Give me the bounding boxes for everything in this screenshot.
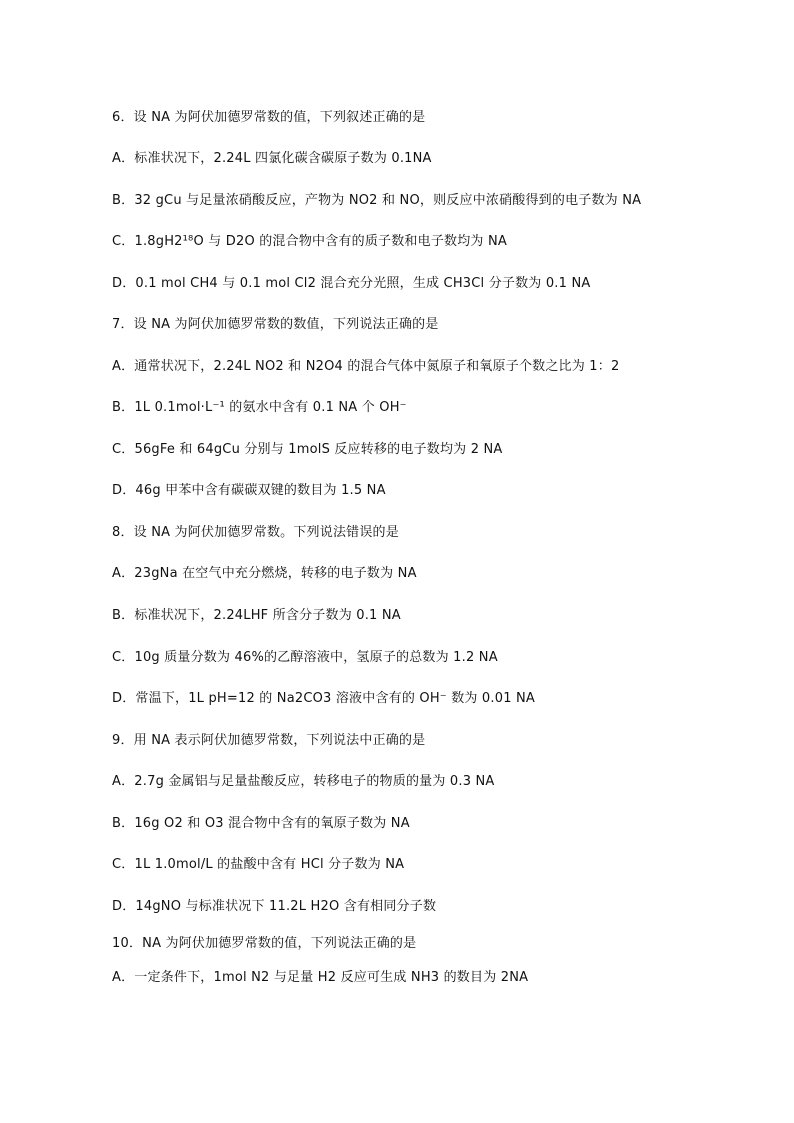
question-6-option-c: C．1.8gH2¹⁸O 与 D2O 的混合物中含有的质子数和电子数均为 NA xyxy=(112,234,507,249)
question-6-option-a: A．标准状况下，2.24L 四氯化碳含碳原子数为 0.1NA xyxy=(112,151,432,166)
question-7-option-d: D．46g 甲苯中含有碳碳双键的数目为 1.5 NA xyxy=(112,483,386,498)
question-8-option-b: B．标准状况下，2.24LHF 所含分子数为 0.1 NA xyxy=(112,608,401,623)
question-10-stem: 10．NA 为阿伏加德罗常数的值，下列说法正确的是 xyxy=(112,936,417,951)
question-6-option-b: B．32 gCu 与足量浓硝酸反应，产物为 NO2 和 NO，则反应中浓硝酸得到的电子数为 NA xyxy=(112,193,642,208)
question-7-option-a: A．通常状况下，2.24L NO2 和 N2O4 的混合气体中氮原子和氧原子个数之比为 1：2 xyxy=(112,359,620,374)
question-8-option-d: D．常温下，1L pH=12 的 Na2CO3 溶液中含有的 OH⁻ 数为 0.01 NA xyxy=(112,691,536,706)
question-8-stem: 8．设 NA 为阿伏加德罗常数。下列说法错误的是 xyxy=(112,525,399,540)
question-8-option-a: A．23gNa 在空气中充分燃烧，转移的电子数为 NA xyxy=(112,566,417,581)
question-7-option-b: B．1L 0.1mol·L⁻¹ 的氨水中含有 0.1 NA 个 OH⁻ xyxy=(112,400,407,415)
question-9-option-b: B．16g O2 和 O3 混合物中含有的氧原子数为 NA xyxy=(112,816,410,831)
question-9-option-d: D．14gNO 与标准状况下 11.2L H2O 含有相同分子数 xyxy=(112,899,437,914)
question-9-option-a: A．2.7g 金属铝与足量盐酸反应，转移电子的物质的量为 0.3 NA xyxy=(112,774,495,789)
question-9-stem: 9．用 NA 表示阿伏加德罗常数，下列说法中正确的是 xyxy=(112,733,426,748)
question-7-stem: 7．设 NA 为阿伏加德罗常数的数值，下列说法正确的是 xyxy=(112,317,439,332)
question-6-stem: 6．设 NA 为阿伏加德罗常数的值，下列叙述正确的是 xyxy=(112,110,426,125)
question-7-option-c: C．56gFe 和 64gCu 分别与 1molS 反应转移的电子数均为 2 NA xyxy=(112,442,503,457)
question-6-option-d: D．0.1 mol CH4 与 0.1 mol Cl2 混合充分光照，生成 CH3Cl 分子数为 0.1 NA xyxy=(112,276,591,291)
question-9-option-c: C．1L 1.0mol/L 的盐酸中含有 HCl 分子数为 NA xyxy=(112,857,405,872)
question-10-option-a: A．一定条件下，1mol N2 与足量 H2 反应可生成 NH3 的数目为 2NA xyxy=(112,970,529,985)
question-8-option-c: C．10g 质量分数为 46%的乙醇溶液中，氢原子的总数为 1.2 NA xyxy=(112,650,498,665)
